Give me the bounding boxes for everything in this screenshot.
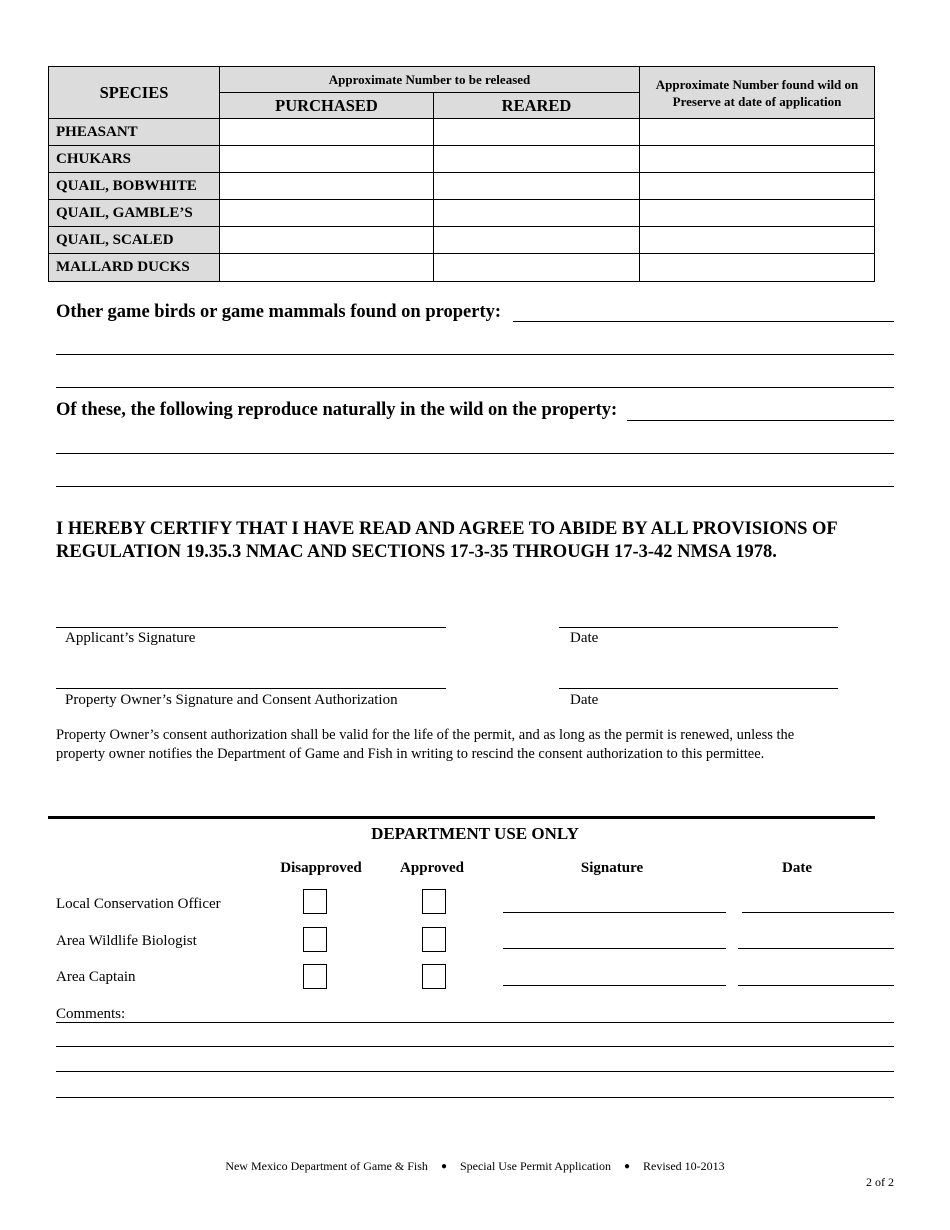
- reared-cell[interactable]: [434, 146, 640, 173]
- wild-count-cell[interactable]: [640, 119, 875, 146]
- comments-line-2[interactable]: [56, 1046, 894, 1047]
- species-label: QUAIL, GAMBLE’S: [49, 200, 220, 227]
- species-row: [49, 227, 875, 254]
- other-game-input-line[interactable]: [513, 321, 894, 322]
- captain-signature-line[interactable]: [503, 985, 726, 986]
- reared-cell[interactable]: [434, 119, 640, 146]
- purchased-cell[interactable]: [220, 173, 434, 200]
- reared-cell[interactable]: [434, 254, 640, 282]
- wild-count-cell[interactable]: [640, 227, 875, 254]
- certification-line1: I HEREBY CERTIFY THAT I HAVE READ AND AGREE TO ABIDE BY ALL PROVISIONS OF: [56, 519, 838, 539]
- purchased-cell[interactable]: [220, 200, 434, 227]
- species-row: [49, 173, 875, 200]
- biologist-signature-line[interactable]: [503, 948, 726, 949]
- reared-column-header: REARED: [434, 93, 640, 119]
- consent-paragraph: [56, 726, 896, 764]
- reared-cell[interactable]: [434, 173, 640, 200]
- area-captain-label: Area Captain: [56, 969, 136, 985]
- owner-date-line[interactable]: [559, 688, 838, 689]
- footer-form-name: Special Use Permit Application: [459, 1159, 611, 1173]
- species-row: [49, 254, 875, 282]
- other-game-input-line-2[interactable]: [56, 354, 894, 355]
- captain-disapproved-checkbox[interactable]: [303, 964, 327, 989]
- local-conservation-officer-label: Local Conservation Officer: [56, 896, 221, 912]
- species-row: [49, 119, 875, 146]
- bullet-separator-icon: ●: [440, 1161, 447, 1172]
- date-column-header: Date: [782, 860, 812, 876]
- species-column-header: SPECIES: [49, 67, 220, 119]
- disapproved-column-header: Disapproved: [280, 860, 362, 876]
- page-number: 2 of 2: [866, 1175, 894, 1189]
- applicant-date-label: Date: [570, 630, 599, 646]
- comments-label: Comments:: [56, 1006, 126, 1022]
- page-footer: [0, 1159, 950, 1174]
- purchased-cell[interactable]: [220, 119, 434, 146]
- applicant-date-line[interactable]: [559, 627, 838, 628]
- owner-date-label: Date: [570, 692, 599, 708]
- other-game-input-line-3[interactable]: [56, 387, 894, 388]
- officer-approved-checkbox[interactable]: [422, 889, 446, 914]
- species-label: QUAIL, SCALED: [49, 227, 220, 254]
- department-use-title: DEPARTMENT USE ONLY: [371, 824, 579, 843]
- certification-statement: [56, 518, 896, 564]
- purchased-column-header: PURCHASED: [220, 93, 434, 119]
- wild-header-line2: Preserve at date of application: [672, 93, 842, 109]
- reproduce-input-line-2[interactable]: [56, 453, 894, 454]
- captain-approved-checkbox[interactable]: [422, 964, 446, 989]
- biologist-disapproved-checkbox[interactable]: [303, 927, 327, 952]
- reared-cell[interactable]: [434, 227, 640, 254]
- species-label: MALLARD DUCKS: [49, 254, 220, 282]
- comments-line-3[interactable]: [56, 1071, 894, 1072]
- approved-column-header: Approved: [400, 860, 464, 876]
- biologist-approved-checkbox[interactable]: [422, 927, 446, 952]
- species-row: [49, 200, 875, 227]
- consent-line2: property owner notifies the Department of Game and Fish in writing to rescind the consent authorization to this permittee.: [56, 746, 765, 762]
- footer-agency: New Mexico Department of Game & Fish: [225, 1159, 428, 1173]
- wild-header-line1: Approximate Number found wild on: [655, 76, 859, 92]
- species-label: PHEASANT: [49, 119, 220, 146]
- reproduce-input-line-3[interactable]: [56, 486, 894, 487]
- department-divider: [48, 816, 875, 819]
- purchased-cell[interactable]: [220, 254, 434, 282]
- purchased-cell[interactable]: [220, 227, 434, 254]
- comments-line-1[interactable]: [56, 1022, 894, 1023]
- species-label: CHUKARS: [49, 146, 220, 173]
- reproduce-label: Of these, the following reproduce naturally in the wild on the property:: [56, 400, 618, 420]
- wild-count-cell[interactable]: [640, 254, 875, 282]
- consent-line1: Property Owner’s consent authorization shall be valid for the life of the permit, and as long as the permit is renewed, unless the: [56, 727, 795, 743]
- certification-line2: REGULATION 19.35.3 NMAC AND SECTIONS 17-3-35 THROUGH 17-3-42 NMSA 1978.: [56, 542, 777, 562]
- other-game-label: Other game birds or game mammals found on property:: [56, 302, 502, 322]
- bullet-separator-icon: ●: [623, 1161, 631, 1172]
- captain-date-line[interactable]: [738, 985, 894, 986]
- officer-disapproved-checkbox[interactable]: [303, 889, 327, 914]
- reproduce-input-line[interactable]: [627, 420, 894, 421]
- footer-revised: Revised 10-2013: [643, 1159, 725, 1173]
- officer-date-line[interactable]: [742, 912, 894, 913]
- signature-column-header: Signature: [580, 860, 644, 876]
- owner-signature-line[interactable]: [56, 688, 446, 689]
- species-row: [49, 146, 875, 173]
- reared-cell[interactable]: [434, 200, 640, 227]
- wild-count-cell[interactable]: [640, 173, 875, 200]
- applicant-signature-label: Applicant’s Signature: [65, 630, 196, 646]
- wild-count-cell[interactable]: [640, 200, 875, 227]
- comments-line-4[interactable]: [56, 1097, 894, 1098]
- officer-signature-line[interactable]: [503, 912, 726, 913]
- applicant-signature-line[interactable]: [56, 627, 446, 628]
- released-column-header: Approximate Number to be released: [220, 67, 640, 93]
- biologist-date-line[interactable]: [738, 948, 894, 949]
- species-release-table: [48, 66, 875, 282]
- owner-signature-label: Property Owner’s Signature and Consent Authorization: [65, 692, 398, 708]
- species-label: QUAIL, BOBWHITE: [49, 173, 220, 200]
- area-wildlife-biologist-label: Area Wildlife Biologist: [56, 933, 197, 949]
- wild-count-cell[interactable]: [640, 146, 875, 173]
- purchased-cell[interactable]: [220, 146, 434, 173]
- wild-count-column-header: [640, 67, 875, 119]
